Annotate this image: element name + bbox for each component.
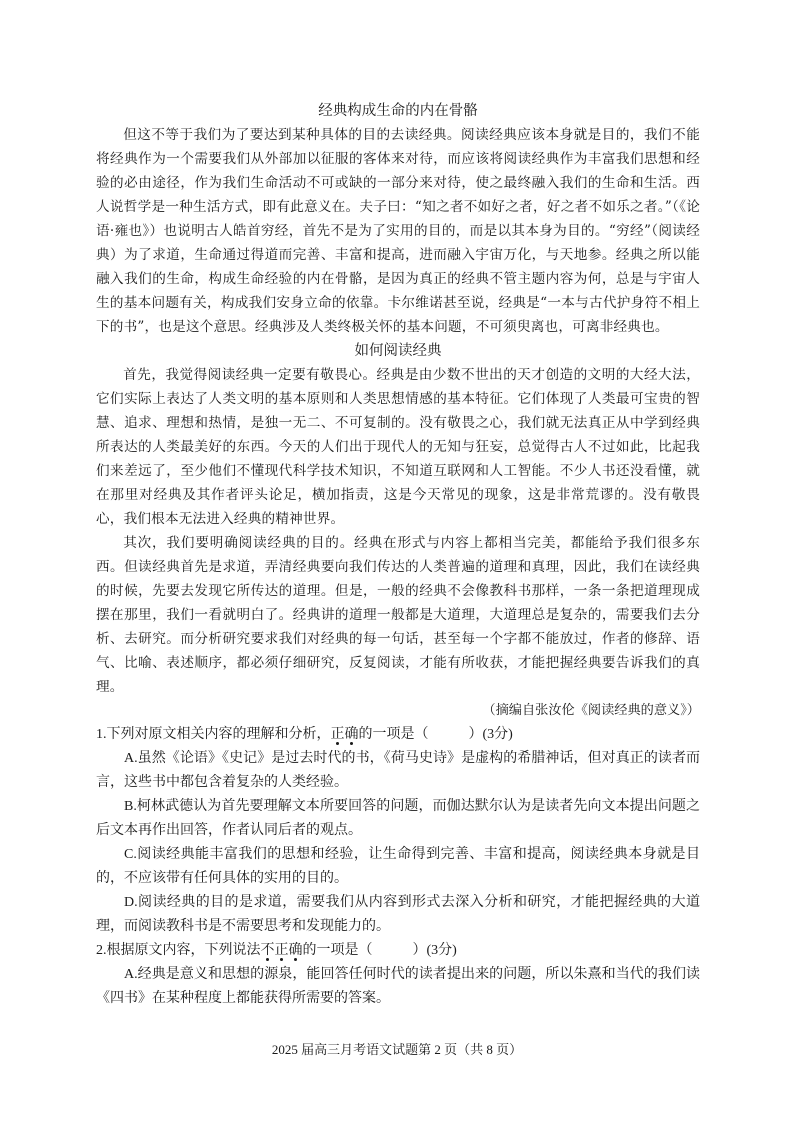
- paragraph-purpose: 其次，我们要明确阅读经典的目的。经典在形式与内容上都相当完美，都能给予我们很多东西。但读经典首先是求道，弄清经典要向我们传达的人类普遍的道理和真理，因此，我们在读经典的时候，先要去发现它所传达的道理。但是，一般的经典不会像教科书那样，一条一条把道理现成摆在那里，我们一看就明白了。经典讲的道理一般都是大道理，大道理总是复杂的，需要我们去分析、去研究。而分析研究要求我们对经典的每一句话，甚至每一个字都不能放过，作者的修辞、语气、比喻、表述顺序，都必须仔细研究，反复阅读，才能有所收获，才能把握经典要告诉我们的真理。: [96, 535, 700, 695]
- emph-char: 正: [274, 943, 289, 958]
- question-1-stem-after: 的一项是（: [358, 727, 429, 742]
- option-1d: D.阅读经典的目的是求道，需要我们从内容到形式去深入分析和研究，才能把握经典的大道理，而阅读教科书是不需要思考和发现能力的。: [96, 895, 700, 934]
- source-citation: （摘编自张汝伦《阅读经典的意义》）: [482, 703, 700, 718]
- question-1: [96, 723, 700, 939]
- option-2a: A.经典是意义和思想的源泉，能回答任何时代的读者提出来的问题，所以朱熹和当代的我们读《四书》在某种程度上都能获得所需要的答案。: [96, 967, 700, 1006]
- question-2-stem: [96, 939, 700, 963]
- emph-char: 确: [344, 727, 359, 742]
- page-footer: 2025 届高三月考语文试题第 2 页（共 8 页）: [271, 1042, 523, 1057]
- question-1-stem-before: 1.下列对原文相关内容的理解和分析，: [96, 727, 331, 742]
- emph-char: 不: [260, 943, 275, 958]
- question-2-points: ）(3分): [412, 943, 457, 958]
- paragraph-reverence: 首先，我觉得阅读经典一定要有敬畏心。经典是由少数不世出的天才创造的文明的大经大法，它们实际上表达了人类文明的基本原则和人类思想情感的基本特征。它们体现了人类最可宝贵的智慧、追求、理想和热情，是独一无二、不可复制的。没有敬畏之心，我们就无法真正从中学到经典所表达的人类最美好的东西。今天的人们出于现代人的无知与狂妄，总觉得古人不过如此，比起我们来差远了，至少他们不懂现代科学技术知识，不知道互联网和人工智能。不少人书还没看懂，就在那里对经典及其作者评头论足，横加指责，这是今天常见的现象，这是非常荒谬的。没有敬畏心，我们根本无法进入经典的精神世界。: [96, 367, 700, 527]
- question-2-stem-before: 2.根据原文内容，下列说法: [96, 943, 261, 958]
- option-1b: B.柯林武德认为首先要理解文本所要回答的问题，而伽达默尔认为是读者先向文本提出问题之后文本再作出回答，作者认同后者的观点。: [96, 799, 700, 838]
- emph-char: 确: [288, 943, 303, 958]
- question-1-stem: [96, 723, 700, 747]
- question-1-emphasis: [331, 727, 359, 742]
- option-1a: A.虽然《论语》《史记》是过去时代的书，《荷马史诗》是虚构的希腊神话，但对真正的读者而言，这些书中都包含着复杂的人类经验。: [96, 751, 700, 790]
- paragraph-classics-life: 但这不等于我们为了要达到某种具体的目的去读经典。阅读经典应该本身就是目的，我们不能将经典作为一个需要我们从外部加以征服的客体来对待，而应该将阅读经典作为丰富我们思想和经验的必由途径，作为我们生命活动不可或缺的一部分来对待，使之最终融入我们的生命和生活。西人说哲学是一种生活方式，即有此意义在。夫子曰：“知之者不如好之者，好之者不如乐之者。”（《论语·雍也》）也说明古人皓首穷经，首先不是为了实用的目的，而是以其本身为目的。“穷经”（阅读经典）为了求道，生命通过得道而完善、丰富和提高，进而融入宇宙万化，与天地参。经典之所以能融入我们的生命，构成生命经验的内在骨骼，是因为真正的经典不管主题内容为何，总是与宇宙人生的基本问题有关，构成我们安身立命的依靠。卡尔维诺甚至说，经典是“一本与古代护身符不相上下的书”，也是这个意思。经典涉及人类终极关怀的基本问题，不可须臾离也，可离非经典也。: [96, 127, 700, 335]
- question-2-stem-after: 的一项是（: [302, 943, 373, 958]
- section-title-2: 如何阅读经典: [354, 343, 442, 359]
- section-title-1: 经典构成生命的内在骨骼: [318, 103, 478, 119]
- question-2: [96, 939, 700, 1011]
- question-1-points: ）(3分): [468, 727, 513, 742]
- content-column: [96, 99, 700, 1011]
- emph-char: 正: [330, 727, 345, 742]
- option-1c: C.阅读经典能丰富我们的思想和经验，让生命得到完善、丰富和提高，阅读经典本身就是目的，不应该带有任何具体的实用的目的。: [96, 847, 700, 886]
- question-2-emphasis: [261, 943, 303, 958]
